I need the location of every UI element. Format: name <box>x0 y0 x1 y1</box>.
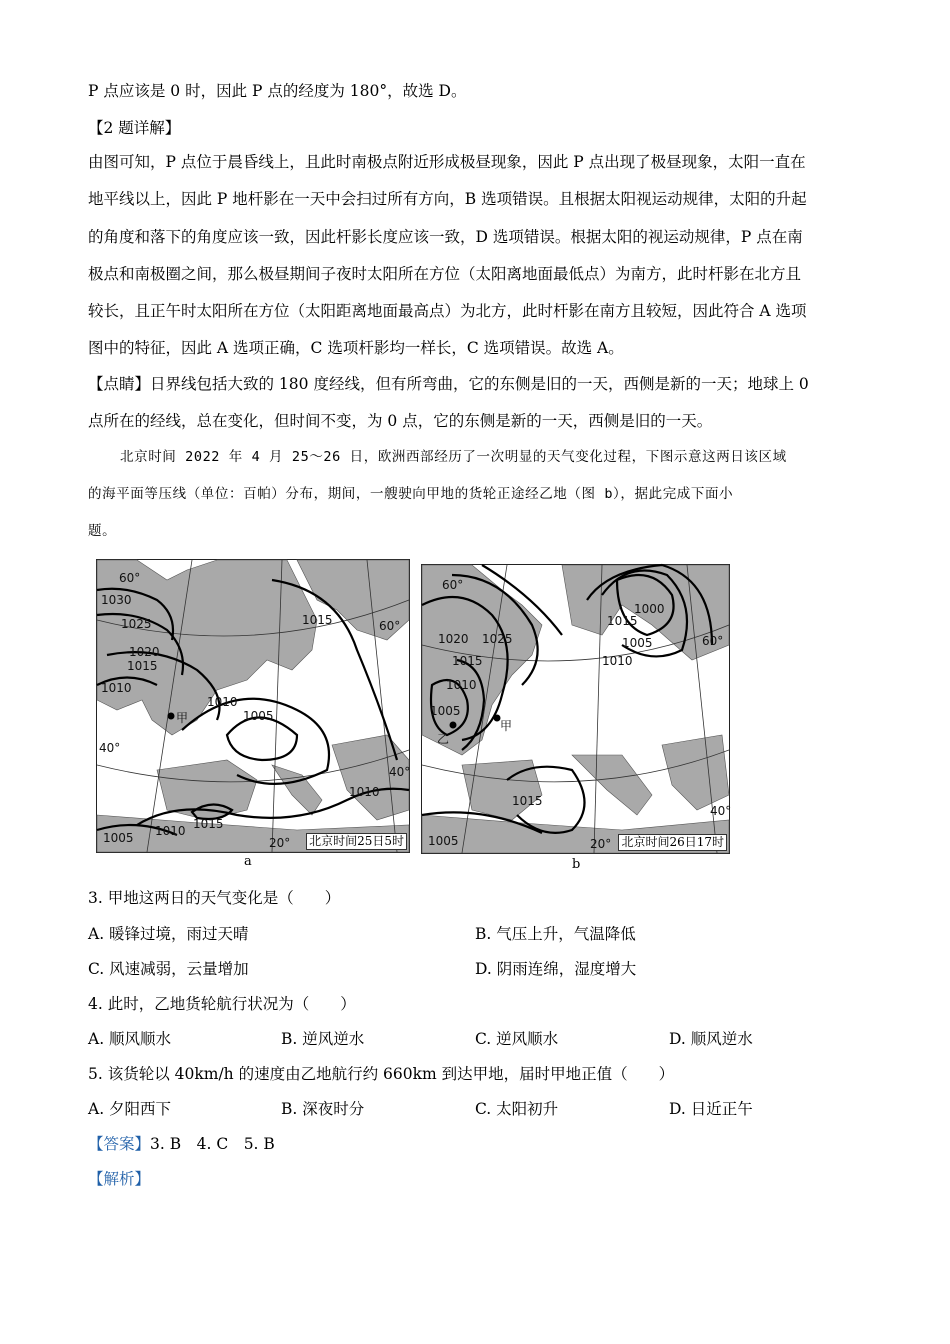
isobar-map-a <box>96 559 410 853</box>
isobar-map-b <box>421 564 730 854</box>
latitude-label: 40° <box>710 804 732 818</box>
isobar-label: 1020 <box>438 632 469 646</box>
isobar-label: 1005 <box>243 709 274 723</box>
option-c: C. 太阳初升 <box>475 1100 559 1118</box>
material-intro: 的海平面等压线（单位：百帕）分布，期间，一艘驶向甲地的货轮正途经乙地（图 b），据此完成下面小 <box>88 486 734 502</box>
place-marker-jia <box>168 713 175 720</box>
option-a: A. 顺风顺水 <box>88 1030 172 1048</box>
latitude-label: 40° <box>389 765 411 779</box>
paragraph-line: 的角度和落下的角度应该一致，因此杆影长度应该一致，D 选项错误。根据太阳的视运动规律，P 点在南 <box>88 228 803 246</box>
isobar-label: 1005 <box>622 636 653 650</box>
isobar-label: 1010 <box>207 695 238 709</box>
figure-caption-a: a <box>244 854 252 869</box>
latitude-label: 20° <box>269 836 291 850</box>
option-b: B. 深夜时分 <box>281 1100 365 1118</box>
isobar-label: 1010 <box>349 785 380 799</box>
latitude-label: 40° <box>99 741 121 755</box>
paragraph-line: 由图可知，P 点位于晨昏线上，且此时南极点附近形成极昼现象，因此 P 点出现了极昼现象，太阳一直在 <box>88 153 806 171</box>
paragraph-line: P 点应该是 0 时，因此 P 点的经度为 180°，故选 D。 <box>88 82 467 100</box>
isobar-label: 1005 <box>103 831 134 845</box>
isobar-label: 1025 <box>121 617 152 631</box>
analysis-label: 【解析】 <box>88 1170 151 1188</box>
option-d: D. 顺风逆水 <box>669 1030 753 1048</box>
place-jia: 甲 <box>500 719 513 733</box>
isobar-line <box>227 718 297 761</box>
latitude-label: 20° <box>590 837 612 851</box>
paragraph-line: 较长，且正午时太阳所在方位（太阳距离地面最高点）为北方，此时杆影在南方且较短，因此符合 A 选项 <box>88 302 807 320</box>
paragraph-line: 极点和南极圈之间，那么极昼期间子夜时太阳所在方位（太阳离地面最低点）为南方，此时杆影在北方且 <box>88 265 802 283</box>
isobar-label: 1025 <box>482 632 513 646</box>
place-jia: 甲 <box>176 711 189 725</box>
material-intro: 北京时间 2022 年 4 月 25～26 日，欧洲西部经历了一次明显的天气变化过程，下图示意这两日该区域 <box>120 449 787 465</box>
isobar-label: 1010 <box>446 678 477 692</box>
isobar-label: 1015 <box>302 613 333 627</box>
place-yi: 乙 <box>437 732 450 746</box>
isobar-label: 1015 <box>512 794 543 808</box>
isobar-label: 1010 <box>101 681 132 695</box>
figure-caption-b: b <box>572 857 581 872</box>
option-b: B. 气压上升，气温降低 <box>475 925 636 943</box>
isobar-label: 1005 <box>428 834 459 848</box>
answer-line <box>88 1133 275 1155</box>
isobar-label: 1005 <box>430 704 461 718</box>
paragraph-line: 图中的特征，因此 A 选项正确，C 选项杆影均一样长，C 选项错误。故选 A。 <box>88 339 624 357</box>
answer-label: 【答案】 <box>88 1135 151 1153</box>
isobar-label: 1010 <box>602 654 633 668</box>
answer-text: 3. B 4. C 5. B <box>150 1135 275 1153</box>
option-b: B. 逆风逆水 <box>281 1030 365 1048</box>
place-marker-yi <box>450 722 457 729</box>
isobar-label: 1030 <box>101 593 132 607</box>
tip-line: 点所在的经线，总在变化，但时间不变，为 0 点，它的东侧是新的一天，西侧是旧的一天。 <box>88 412 713 430</box>
latitude-label: 60° <box>119 571 141 585</box>
option-d: D. 阴雨连绵，湿度增大 <box>475 960 637 978</box>
option-c: C. 逆风顺水 <box>475 1030 559 1048</box>
question-stem: 3. 甲地这两日的天气变化是（ ） <box>88 889 341 907</box>
paragraph-line: 地平线以上，因此 P 地杆影在一天中会扫过所有方向，B 选项错误。且根据太阳视运动规律，太阳的升起 <box>88 190 807 208</box>
isobar-label: 1015 <box>193 817 224 831</box>
question-stem: 5. 该货轮以 40km/h 的速度由乙地航行约 660km 到达甲地，届时甲地正值（ ） <box>88 1065 675 1083</box>
isobar-label: 1010 <box>155 824 186 838</box>
latitude-label: 60° <box>442 578 464 592</box>
isobar-label: 1000 <box>634 602 665 616</box>
time-label: 北京时间25日5时 <box>306 833 407 850</box>
tip-line: 【点睛】日界线包括大致的 180 度经线，但有所弯曲，它的东侧是旧的一天，西侧是新的一天；地球上 0 <box>88 375 809 393</box>
latitude-label: 60° <box>702 634 724 648</box>
section-heading: 【2 题详解】 <box>88 119 181 137</box>
isobar-label: 1015 <box>607 614 638 628</box>
material-intro: 题。 <box>88 523 117 539</box>
time-label: 北京时间26日17时 <box>618 834 727 851</box>
option-a: A. 暖锋过境，雨过天晴 <box>88 925 249 943</box>
question-stem: 4. 此时，乙地货轮航行状况为（ ） <box>88 995 356 1013</box>
option-c: C. 风速减弱，云量增加 <box>88 960 249 978</box>
option-a: A. 夕阳西下 <box>88 1100 172 1118</box>
option-d: D. 日近正午 <box>669 1100 753 1118</box>
latitude-label: 60° <box>379 619 401 633</box>
isobar-label: 1015 <box>127 659 158 673</box>
isobar-label: 1015 <box>452 654 483 668</box>
isobar-label: 1020 <box>129 645 160 659</box>
